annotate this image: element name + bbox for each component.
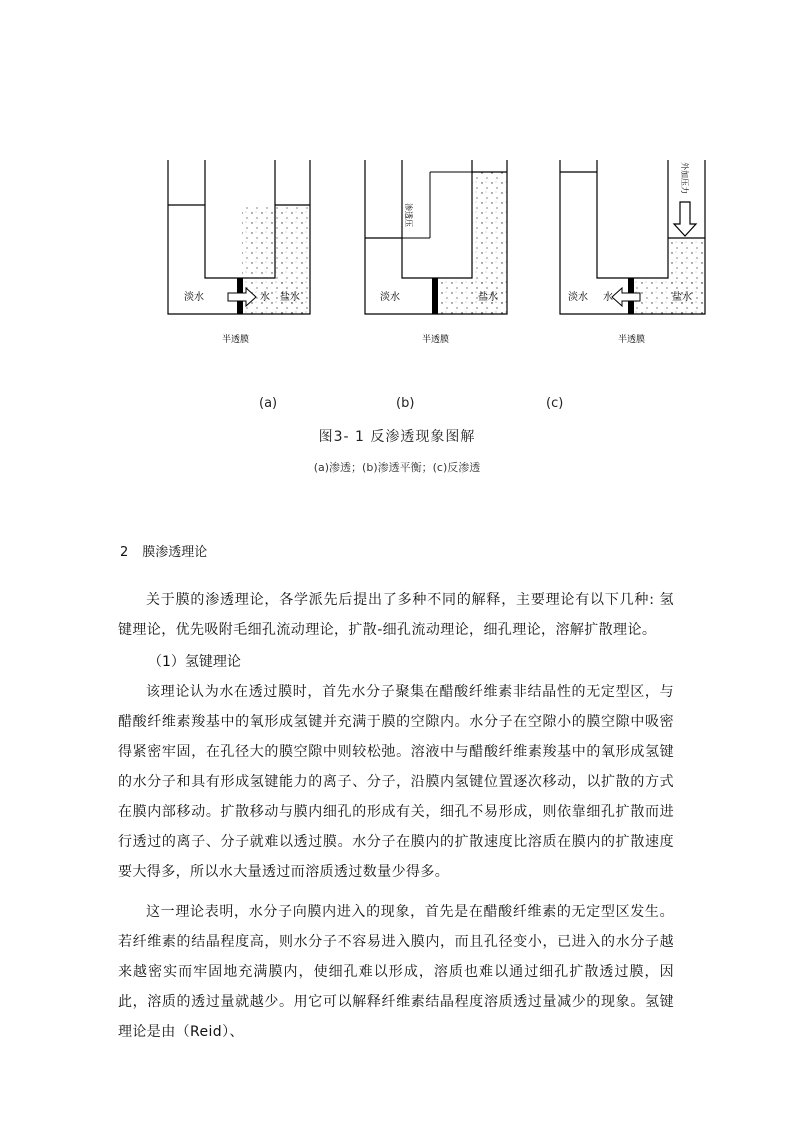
section-number: 2 — [120, 545, 129, 560]
panel-a — [168, 160, 310, 345]
arrow-down-icon — [674, 202, 696, 236]
subsection-heading: （1）氢键理论 — [148, 654, 241, 670]
panel-label-c: (c) — [546, 396, 564, 411]
membrane-label-c: 半透膜 — [618, 335, 646, 345]
section-heading — [120, 541, 207, 560]
water-c: 水 — [603, 292, 613, 303]
panel-label-a: (a) — [259, 396, 278, 411]
paragraph-2: 这一理论表明，水分子向膜内进入的现象，首先是在醋酸纤维素的无定型区发生。若纤维素的结晶程度高，则水分子不容易进入膜内，而且孔径变小，已进入的水分子越来越密实而牢固地充满膜内，使细孔难以形成，溶质也难以通过细孔扩散透过膜，因此，溶质的透过量就越少。用它可以解释纤维素结晶程度溶质透过量减少的现象。氢键理论是由（Reid）、 — [118, 904, 674, 1040]
membrane-b — [432, 278, 438, 314]
membrane-label-b: 半透膜 — [422, 335, 450, 345]
water-a: 水 — [260, 292, 270, 303]
salt-water-b: 盐水 — [478, 292, 498, 303]
fresh-water-c: 淡水 — [568, 292, 588, 303]
fresh-water-b: 淡水 — [380, 292, 400, 303]
panel-c — [560, 160, 705, 345]
figure-subcaption: (a)渗透；(b)渗透平衡；(c)反渗透 — [313, 461, 481, 474]
panel-label-b: (b) — [396, 396, 415, 411]
salt-water-c: 盐水 — [672, 292, 692, 303]
figure-caption: 图3- 1 反渗透现象图解 — [318, 429, 476, 445]
osmotic-pressure-label: 渗透压 — [404, 203, 413, 227]
reverse-osmosis-figure — [160, 160, 720, 350]
intro-paragraph: 关于膜的渗透理论，各学派先后提出了多种不同的解释，主要理论有以下几种: 氢键理论，优先吸附毛细孔流动理论，扩散-细孔流动理论，细孔理论，溶解扩散理论。 — [118, 592, 674, 638]
section-title: 膜渗透理论 — [142, 545, 208, 560]
panel-b — [365, 160, 507, 345]
membrane-label-a: 半透膜 — [222, 335, 250, 345]
applied-pressure-label: 外加压力 — [680, 162, 689, 194]
fresh-water-a: 淡水 — [184, 292, 204, 303]
paragraph-1: 该理论认为水在透过膜时，首先水分子聚集在醋酸纤维素非结晶性的无定型区，与醋酸纤维素羧基中的氧形成氢键并充满于膜的空隙内。水分子在空隙小的膜空隙中吸密得紧密牢固，在孔径大的膜空隙中则较松弛。溶液中与醋酸纤维素羧基中的氧形成氢键的水分子和具有形成氢键能力的离子、分子，沿膜内氢键位置逐次移动，以扩散的方式在膜内部移动。扩散移动与膜内细孔的形成有关，细孔不易形成，则依靠细孔扩散而进行透过的离子、分子就难以透过膜。水分子在膜内的扩散速度比溶质在膜内的扩散速度要大得多，所以水大量透过而溶质透过数量少得多。 — [118, 684, 674, 880]
salt-water-a: 盐水 — [280, 292, 300, 303]
